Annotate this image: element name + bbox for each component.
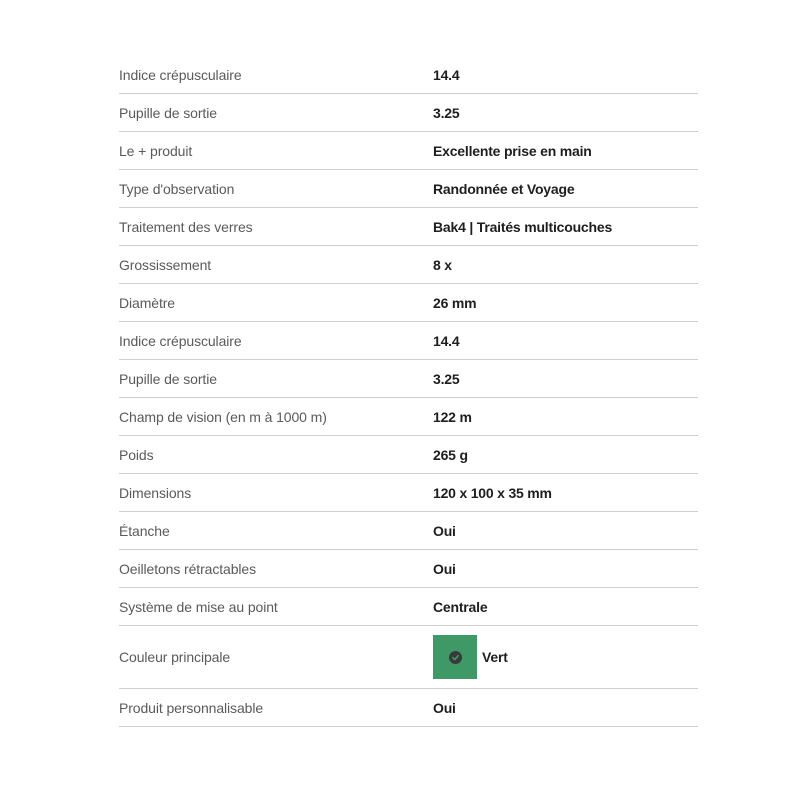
spec-label: Couleur principale [119,649,231,665]
spec-label: Pupille de sortie [119,370,217,387]
spec-label: Diamètre [119,294,175,311]
color-swatch-green[interactable] [433,635,477,679]
spec-label: Produit personnalisable [119,699,264,716]
spec-row-indice-crepusculaire [119,56,698,94]
spec-row-oeilletons [119,550,698,588]
spec-row-dimensions [119,474,698,512]
spec-label: Étanche [119,522,170,539]
spec-row-champ-de-vision [119,398,698,436]
color-name: Vert [482,649,508,665]
spec-value: Centrale [433,598,488,615]
spec-row-grossissement [119,246,698,284]
spec-value: Oui [433,699,456,716]
spec-value: 26 mm [433,294,477,311]
spec-value: 14.4 [433,332,460,349]
specifications-table [119,56,698,727]
spec-value: 120 x 100 x 35 mm [433,484,552,501]
spec-row-traitement-verres [119,208,698,246]
spec-label: Type d'observation [119,180,235,197]
spec-row-pupille-de-sortie [119,94,698,132]
spec-label: Dimensions [119,484,192,501]
spec-row-le-plus-produit [119,132,698,170]
spec-value: 3.25 [433,370,460,387]
spec-label: Système de mise au point [119,598,278,615]
spec-label: Champ de vision (en m à 1000 m) [119,408,327,425]
spec-label: Indice crépusculaire [119,66,242,83]
spec-label: Pupille de sortie [119,104,217,121]
spec-value: 8 x [433,256,452,273]
spec-row-diametre [119,284,698,322]
spec-value: Bak4 | Traités multicouches [433,218,613,235]
spec-label: Oeilletons rétractables [119,560,256,577]
spec-value: 122 m [433,408,472,425]
spec-label: Grossissement [119,256,212,273]
spec-row-pupille-de-sortie-2 [119,360,698,398]
spec-label: Le + produit [119,142,193,159]
spec-value: 3.25 [433,104,460,121]
spec-value: 265 g [433,446,468,463]
check-circle-icon [449,651,462,664]
spec-row-produit-personnalisable [119,689,698,727]
spec-value-color [433,635,508,679]
spec-row-mise-au-point [119,588,698,626]
spec-row-indice-crepusculaire-2 [119,322,698,360]
spec-label: Poids [119,446,154,463]
spec-row-etanche [119,512,698,550]
spec-value: Randonnée et Voyage [433,180,575,197]
spec-row-type-observation [119,170,698,208]
spec-value: Oui [433,522,456,539]
spec-value: 14.4 [433,66,460,83]
spec-value: Oui [433,560,456,577]
spec-value: Excellente prise en main [433,142,592,159]
spec-row-poids [119,436,698,474]
spec-label: Traitement des verres [119,218,253,235]
spec-row-couleur-principale [119,626,698,689]
spec-label: Indice crépusculaire [119,332,242,349]
